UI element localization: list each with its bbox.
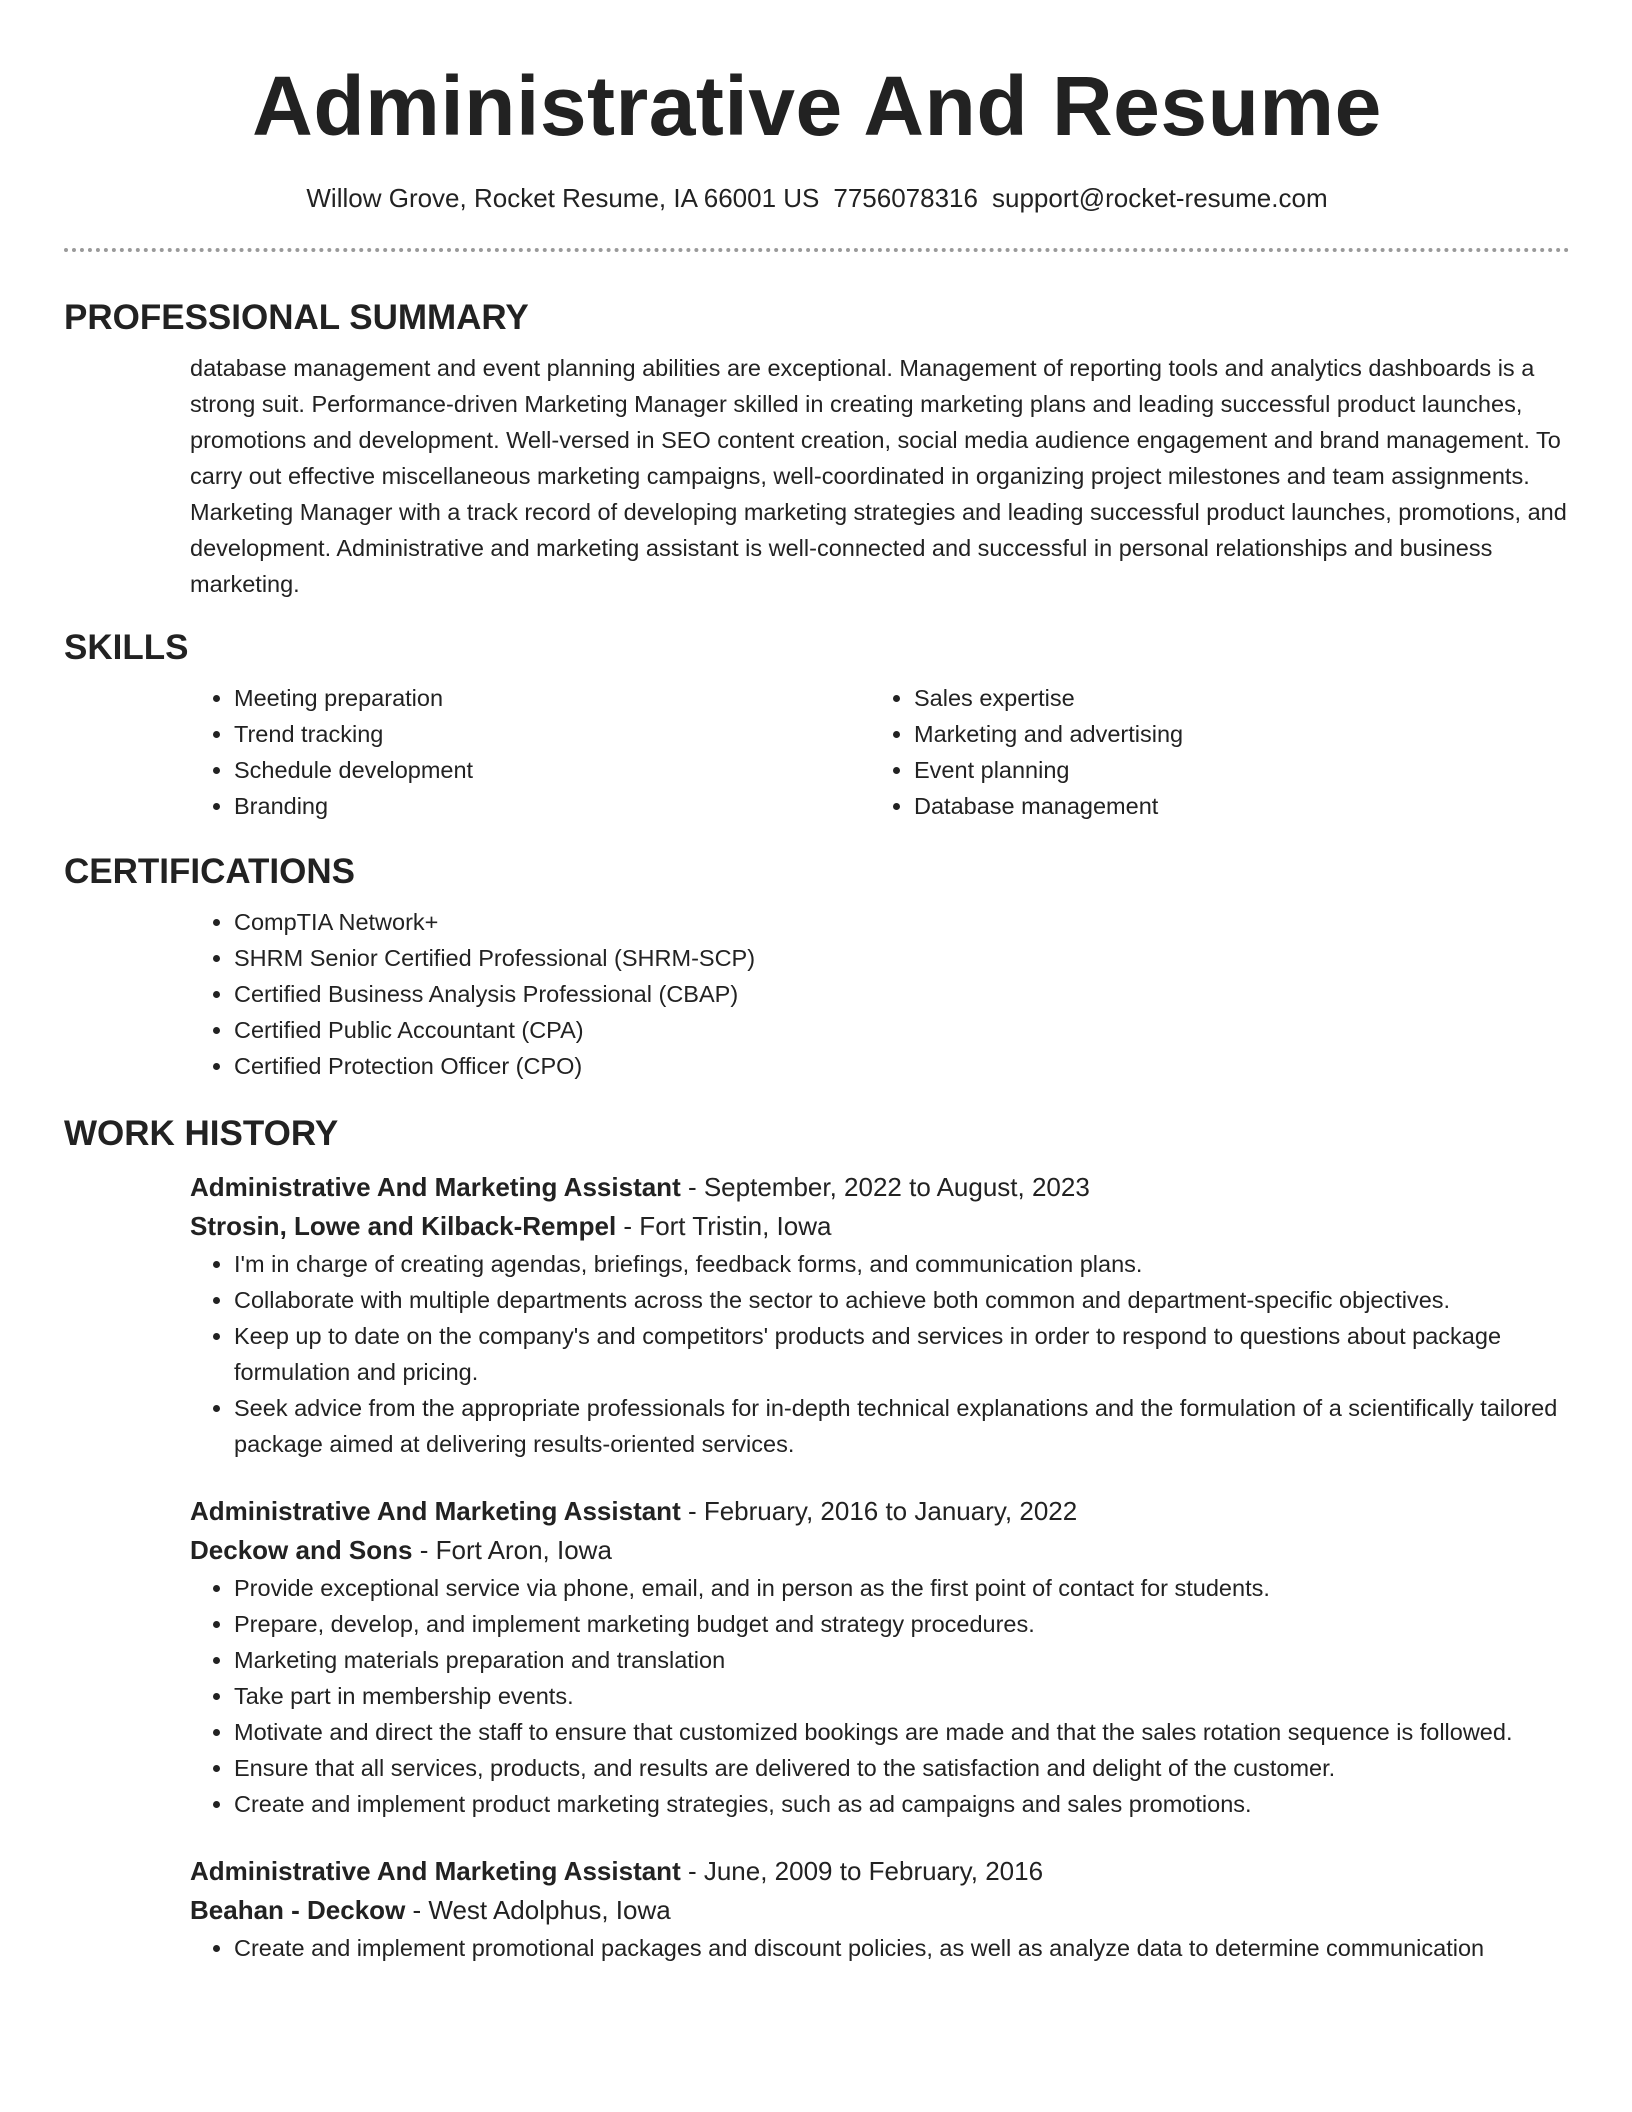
- job-title-line: [190, 1168, 1570, 1207]
- skill-item: • Event planning: [914, 752, 1550, 788]
- summary-heading: PROFESSIONAL SUMMARY: [64, 298, 529, 337]
- contact-address: Willow Grove, Rocket Resume, IA 66001 US: [306, 183, 820, 213]
- job-bullet: • Create and implement product marketing strategies, such as ad campaigns and sales promotions.: [234, 1786, 1570, 1822]
- job-company-line: [190, 1207, 1570, 1246]
- job-company: Beahan - Deckow: [190, 1895, 406, 1925]
- job-entry: [190, 1852, 1570, 1966]
- job-role: Administrative And Marketing Assistant: [190, 1856, 681, 1886]
- job-bullet: • Keep up to date on the company's and competitors' products and services in order to respond to questions about package formulation and pricing.: [234, 1318, 1570, 1390]
- skill-item: • Schedule development: [234, 752, 870, 788]
- contact-line: [64, 182, 1570, 214]
- job-bullets: [190, 1246, 1570, 1462]
- job-role: Administrative And Marketing Assistant: [190, 1496, 681, 1526]
- job-entry: [190, 1168, 1570, 1462]
- job-company: Strosin, Lowe and Kilback-Rempel: [190, 1211, 617, 1241]
- summary-text: database management and event planning abilities are exceptional. Management of reporting tools and analytics dashboards is a strong suit. Performance-driven Marketing Manager skilled in creating marketing plans and leading successful product launches, promotions and development. Well-versed in SEO content creation, social media audience engagement and brand management. To carry out effective miscellaneous marketing campaigns, well-coordinated in organizing project milestones and team assignments. Marketing Manager with a track record of developing marketing strategies and leading successful product launches, promotions, and development. Administrative and marketing assistant is well-connected and successful in personal relationships and business marketing.: [190, 355, 1567, 597]
- job-bullet: • Ensure that all services, products, and results are delivered to the satisfaction and delight of the customer.: [234, 1750, 1570, 1786]
- certifications-heading: CERTIFICATIONS: [64, 852, 356, 891]
- certifications-list: [190, 904, 1570, 1084]
- job-role: Administrative And Marketing Assistant: [190, 1172, 681, 1202]
- job-location: - West Adolphus, Iowa: [405, 1895, 671, 1925]
- skill-item: • Branding: [234, 788, 870, 824]
- job-entry: [190, 1492, 1570, 1822]
- resume-page: [64, 0, 1570, 1966]
- job-bullet: • Seek advice from the appropriate professionals for in-depth technical explanations and the formulation of a scientifically tailored package aimed at delivering results-oriented services.: [234, 1390, 1570, 1462]
- skills-heading: SKILLS: [64, 628, 189, 667]
- certification-item: • CompTIA Network+: [234, 904, 1570, 940]
- job-bullet: • Marketing materials preparation and translation: [234, 1642, 1570, 1678]
- job-bullet: • Motivate and direct the staff to ensure that customized bookings are made and that the sales rotation sequence is followed.: [234, 1714, 1570, 1750]
- header-divider: [64, 248, 1570, 252]
- job-title-line: [190, 1492, 1570, 1531]
- job-bullet: • Collaborate with multiple departments across the sector to achieve both common and department-specific objectives.: [234, 1282, 1570, 1318]
- contact-phone: 7756078316: [833, 183, 978, 213]
- job-bullet: • I'm in charge of creating agendas, briefings, feedback forms, and communication plans.: [234, 1246, 1570, 1282]
- skills-column-left: [190, 680, 870, 824]
- work-history-heading: WORK HISTORY: [64, 1114, 339, 1153]
- job-company-line: [190, 1531, 1570, 1570]
- job-company-line: [190, 1891, 1570, 1930]
- job-dates: - February, 2016 to January, 2022: [680, 1496, 1078, 1526]
- job-bullet: • Prepare, develop, and implement marketing budget and strategy procedures.: [234, 1606, 1570, 1642]
- skills-column-right: [870, 680, 1550, 824]
- skill-item: • Sales expertise: [914, 680, 1550, 716]
- skill-item: • Trend tracking: [234, 716, 870, 752]
- job-company: Deckow and Sons: [190, 1535, 413, 1565]
- certification-item: • Certified Business Analysis Professional (CBAP): [234, 976, 1570, 1012]
- certification-item: • Certified Public Accountant (CPA): [234, 1012, 1570, 1048]
- job-bullets: [190, 1930, 1570, 1966]
- contact-email: support@rocket-resume.com: [991, 183, 1328, 213]
- job-title-line: [190, 1852, 1570, 1891]
- skills-list: [190, 680, 1570, 824]
- job-location: - Fort Aron, Iowa: [412, 1535, 612, 1565]
- skill-item: • Database management: [914, 788, 1550, 824]
- certification-item: • Certified Protection Officer (CPO): [234, 1048, 1570, 1084]
- job-bullet: • Take part in membership events.: [234, 1678, 1570, 1714]
- certification-item: • SHRM Senior Certified Professional (SHRM-SCP): [234, 940, 1570, 976]
- job-bullets: [190, 1570, 1570, 1822]
- job-dates: - September, 2022 to August, 2023: [680, 1172, 1090, 1202]
- job-dates: - June, 2009 to February, 2016: [680, 1856, 1044, 1886]
- job-bullet: • Provide exceptional service via phone, email, and in person as the first point of contact for students.: [234, 1570, 1570, 1606]
- skill-item: • Meeting preparation: [234, 680, 870, 716]
- candidate-name: Administrative And Resume: [252, 59, 1382, 153]
- job-location: - Fort Tristin, Iowa: [616, 1211, 832, 1241]
- job-bullet: • Create and implement promotional packages and discount policies, as well as analyze data to determine communication: [234, 1930, 1570, 1966]
- skill-item: • Marketing and advertising: [914, 716, 1550, 752]
